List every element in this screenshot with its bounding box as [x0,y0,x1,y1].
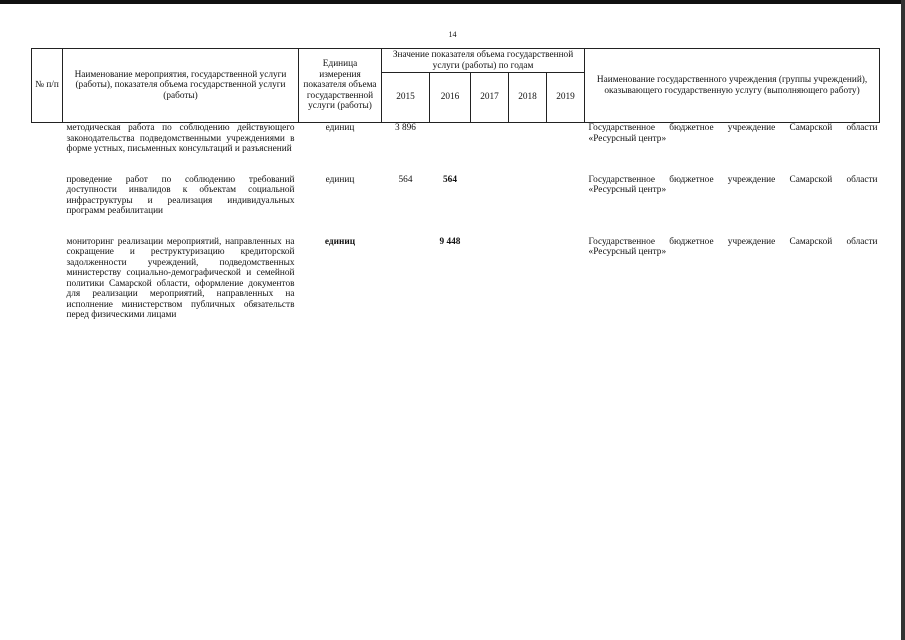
header-year-2017: 2017 [471,73,509,123]
row-number [32,237,63,321]
table-row [32,175,880,217]
row-unit: единиц [325,174,355,185]
row-value-2019 [547,123,585,155]
row-value-2015 [382,237,430,321]
header-year-2015: 2015 [382,73,430,123]
table-row [32,123,880,155]
page-top-border [0,0,905,4]
row-value-2017 [471,175,509,217]
row-organization: Государственное бюджетное учреждение Самарской области «Ресурсный центр» [588,123,878,144]
page-right-border [901,0,905,640]
row-value-2019 [547,175,585,217]
row-value-2015: 564 [398,174,413,185]
row-value-2016: 9 448 [439,236,461,247]
row-value-2018 [509,237,547,321]
row-value-2016: 564 [443,174,457,185]
header-year-2018: 2018 [509,73,547,123]
row-name: мониторинг реализации мероприятий, направленных на сокращение и реструктуризацию кредиторской задолженности учреждений, подведомственных министерству социально-демографической и семейной политики Самарской области, оформление документов для реализации мероприятий, направленных на исполнение министерством публичных обязательств перед физическими лицами [66,236,295,320]
page-number: 14 [448,30,457,39]
header-values: Значение показателя объема государственной услуги (работы) по годам [382,49,585,73]
row-name: проведение работ по соблюдению требований доступности инвалидов к объектам социальной инфраструктуры и реализация индивидуальных программ реабилитации [66,174,295,216]
header-unit: Единица измерения показателя объема государственной услуги (работы) [299,49,382,123]
row-value-2017 [471,237,509,321]
row-unit: единиц [324,236,356,247]
row-number [32,175,63,217]
row-value-2016 [430,123,471,155]
row-unit: единиц [325,123,355,133]
header-year-2016: 2016 [430,73,471,123]
row-number [32,123,63,155]
header-year-2019: 2019 [547,73,585,123]
row-organization: Государственное бюджетное учреждение Самарской области «Ресурсный центр» [588,236,878,257]
row-value-2015: 3 896 [395,123,416,133]
row-name: методическая работа по соблюдению действующего законодательства подведомственными учреждениями в форме устных, письменных консультаций и разъяснений [66,123,295,154]
indicators-table [31,48,880,321]
row-value-2017 [471,123,509,155]
row-value-2019 [547,237,585,321]
header-number: № п/п [32,49,63,123]
header-organization: Наименование государственного учреждения (группы учреждений), оказывающего государственную услугу (выполняющего работу) [585,49,880,123]
row-value-2018 [509,123,547,155]
row-value-2018 [509,175,547,217]
row-organization: Государственное бюджетное учреждение Самарской области «Ресурсный центр» [588,174,878,195]
table-row [32,237,880,321]
header-name: Наименование мероприятия, государственной услуги (работы), показателя объема государственной услуги (работы) [63,49,299,123]
